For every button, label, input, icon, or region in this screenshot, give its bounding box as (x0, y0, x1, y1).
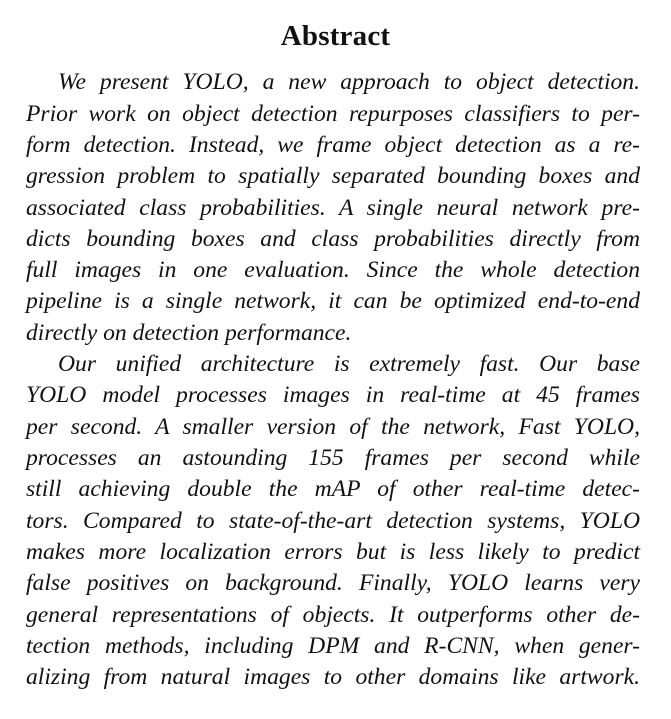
paragraph-1-line-3: form detection. Instead, we frame object detection as a re- (26, 132, 640, 158)
section-title: Abstract (280, 20, 391, 52)
paragraph-1-line-4: gression problem to spatially separated bounding boxes and (26, 163, 640, 189)
paragraph-2-line-11: alizing from natural images to other domains like artwork. (26, 664, 640, 690)
paragraph-1-line-9: directly on detection performance. (26, 320, 352, 346)
paragraph-1-line-1: We present YOLO, a new approach to object detection. (58, 69, 640, 95)
paragraph-2-line-6: tors. Compared to state-of-the-art detection systems, YOLO (26, 508, 640, 534)
paragraph-2-line-4: processes an astounding 155 frames per second while (26, 445, 640, 471)
paragraph-2-line-8: false positives on background. Finally, YOLO learns very (26, 570, 640, 596)
paragraph-2-line-5: still achieving double the mAP of other real-time detec- (26, 476, 640, 502)
paragraph-1-line-5: associated class probabilities. A single neural network pre- (26, 195, 640, 221)
paragraph-2-line-7: makes more localization errors but is less likely to predict (26, 539, 640, 565)
paragraph-1-line-7: full images in one evaluation. Since the whole detection (26, 257, 640, 283)
paragraph-2-line-9: general representations of objects. It outperforms other de- (26, 602, 640, 628)
paragraph-2-line-2: YOLO model processes images in real-time at 45 frames (26, 382, 640, 408)
paragraph-2-line-3: per second. A smaller version of the network, Fast YOLO, (26, 414, 640, 440)
paragraph-1-line-6: dicts bounding boxes and class probabilities directly from (26, 226, 640, 252)
paragraph-1-line-8: pipeline is a single network, it can be optimized end-to-end (26, 288, 640, 314)
paragraph-2-line-1: Our unified architecture is extremely fast. Our base (58, 351, 640, 377)
paragraph-1-line-2: Prior work on object detection repurposes classifiers to per- (26, 101, 640, 127)
paragraph-2-line-10: tection methods, including DPM and R-CNN, when gener- (26, 633, 640, 659)
